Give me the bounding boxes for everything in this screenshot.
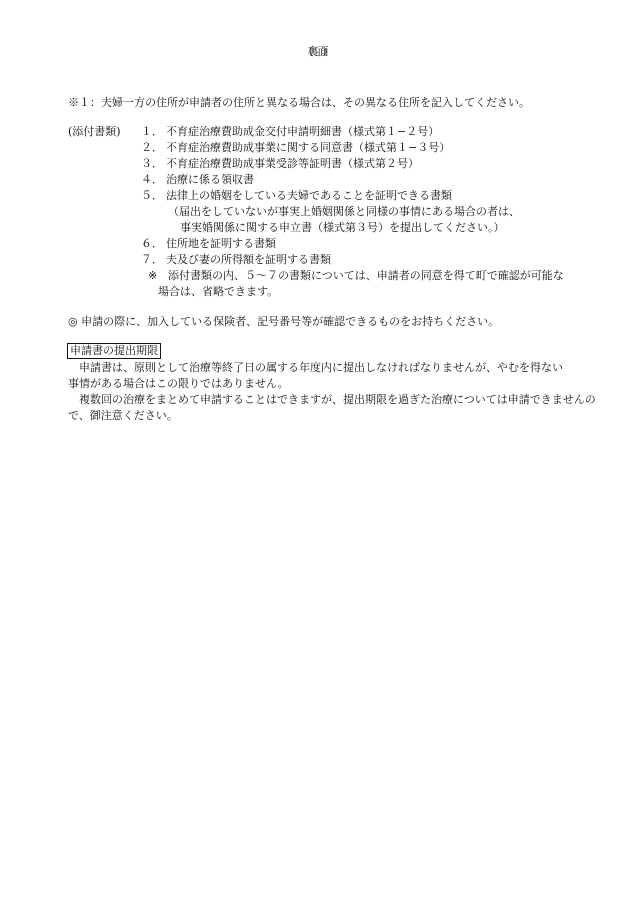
- deadline-paragraph: 複数回の治療をまとめて申請することはできますが、提出期限を過ぎた治療については申請できませんの: [68, 393, 596, 406]
- attachment-number: １．: [141, 125, 163, 138]
- attachments-label: (添付書類): [68, 125, 121, 138]
- attachment-note: 場合は、省略できます。: [158, 285, 279, 298]
- attachment-number: ７．: [141, 253, 163, 266]
- attachment-subnote: 事実婚関係に関する申立書（様式第３号）を提出してください。）: [180, 221, 505, 234]
- attachment-item: 夫及び妻の所得額を証明する書類: [166, 253, 331, 266]
- attachment-item: 法律上の婚姻をしている夫婦であることを証明できる書類: [166, 189, 452, 202]
- attachment-item: 不育症治療費助成事業受診等証明書（様式第２号）: [166, 157, 419, 170]
- attachment-number: ３．: [141, 157, 163, 170]
- attachment-item: 不育症治療費助成事業に関する同意書（様式第１−３号）: [166, 141, 451, 154]
- bring-insurance-note: ◎ 申請の際に、加入している保険者、記号番号等が確認できるものをお持ちください。: [68, 315, 500, 328]
- attachment-number: ６．: [141, 237, 163, 250]
- attachment-number: ２．: [141, 141, 163, 154]
- attachment-subnote: （届出をしていないが事実上婚姻関係と同様の事情にある場合の者は、: [168, 205, 520, 218]
- attachment-note: 添付書類の内、５〜７の書類については、申請者の同意を得て町で確認が可能な: [168, 269, 564, 282]
- deadline-paragraph: 事情がある場合はこの限りではありません。: [68, 377, 289, 390]
- attachment-number: ５．: [141, 189, 163, 202]
- attachment-number: ４．: [141, 173, 163, 186]
- deadline-heading: 申請書の提出期限: [67, 343, 161, 359]
- page-title: （裏 面）: [302, 45, 328, 58]
- attachment-item: 住所地を証明する書類: [166, 237, 276, 250]
- address-note: ※１：夫婦一方の住所が申請者の住所と異なる場合は、その異なる住所を記入してください。: [68, 96, 530, 109]
- deadline-paragraph: 申請書は、原則として治療等終了日の属する年度内に提出しなければなりませんが、やむを得ない: [68, 361, 563, 374]
- deadline-paragraph: で、御注意ください。: [68, 409, 178, 422]
- attachment-item: 不育症治療費助成金交付申請明細書（様式第１−２号）: [166, 125, 440, 138]
- attachment-item: 治療に係る領収書: [166, 173, 254, 186]
- attachment-note-mark: ※: [148, 269, 158, 282]
